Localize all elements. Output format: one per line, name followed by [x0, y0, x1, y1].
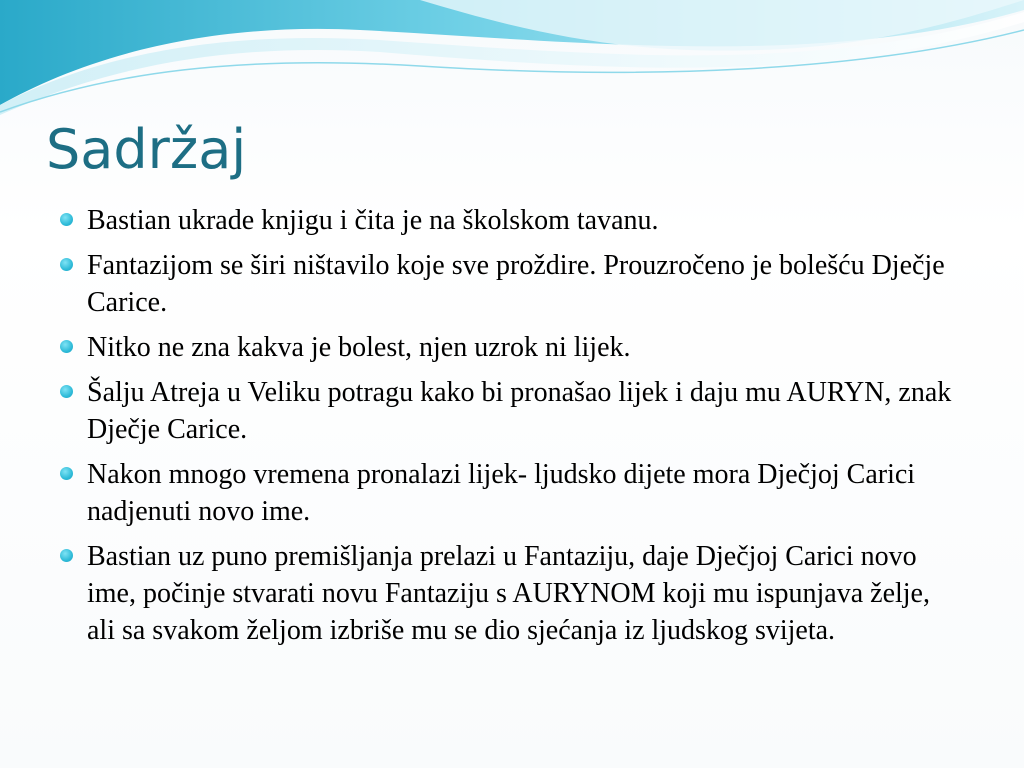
list-item-text: Šalju Atreja u Veliku potragu kako bi pronašao lijek i daju mu AURYN, znak Dječje Carice.: [87, 377, 952, 445]
slide-title: Sadržaj: [46, 118, 247, 181]
wave-header-decoration: [0, 0, 1024, 120]
bullet-icon: [60, 467, 73, 480]
bullet-icon: [60, 549, 73, 562]
list-item: [60, 329, 960, 366]
bullet-icon: [60, 340, 73, 353]
list-item: [60, 247, 960, 321]
list-item: [60, 374, 960, 448]
list-item-text: Nitko ne zna kakva je bolest, njen uzrok ni lijek.: [87, 332, 631, 363]
bullet-icon: [60, 385, 73, 398]
list-item: [60, 538, 960, 649]
bullet-icon: [60, 213, 73, 226]
list-item-text: Fantazijom se širi ništavilo koje sve proždire. Prouzročeno je bolešću Dječje Carice.: [87, 250, 945, 318]
list-item: [60, 456, 960, 530]
list-item: [60, 202, 960, 239]
list-item-text: Nakon mnogo vremena pronalazi lijek- ljudsko dijete mora Dječjoj Carici nadjenuti novo ime.: [87, 459, 916, 527]
list-item-text: Bastian uz puno premišljanja prelazi u Fantaziju, daje Dječjoj Carici novo ime, počinje stvarati novu Fantaziju s AURYNOM koji mu ispunjava želje, ali sa svakom željom izbriše mu se dio sjećanja iz ljudskog svijeta.: [87, 541, 930, 646]
bullet-list: [60, 202, 960, 657]
bullet-icon: [60, 258, 73, 271]
list-item-text: Bastian ukrade knjigu i čita je na školskom tavanu.: [87, 205, 659, 236]
